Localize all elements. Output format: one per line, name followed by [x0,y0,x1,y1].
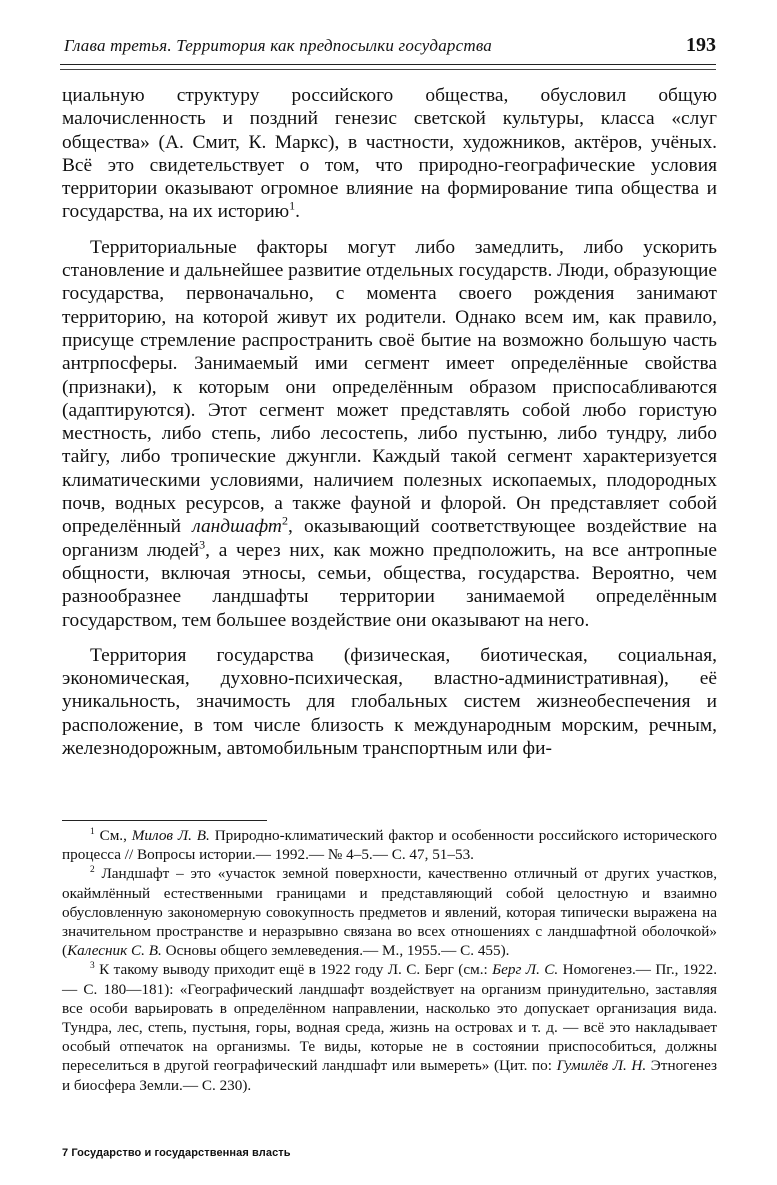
main-text [62,84,717,772]
footnote-3-text-a: К такому выводу приходит ещё в 1922 году Л. С. Берг (см.: [99,961,488,979]
page-number: 193 [686,34,716,56]
paragraph-2-text-c: , а через них, как можно предположить, на все антропные общности, включая этносы, семьи, общества, государства. Вероятно, чем разнообразнее ландшафты территории занимаемой определённым государством, тем большее воздействие они оказывают на него. [62,539,717,631]
printer-signature: 7 Государство и государственная власть [62,1147,291,1159]
header-rule-thin [60,69,716,70]
footnote-2-author: Калесник С. В. [67,942,162,960]
footnote-3-author-2: Гумилёв Л. Н. [556,1057,647,1075]
term-landscape: ландшафт [192,516,282,538]
footnote-3-mark: 3 [90,961,95,972]
footnote-1-text-a: См., [99,827,127,844]
footnotes [62,826,717,1095]
paragraph-2 [62,236,717,632]
paragraph-3: Территория государства (физическая, биотическая, социальная, экономическая, духовно-психическая, властно-административная), её уникальность, значимость для глобальных систем жизнеобеспечения и расположение, в том числе близость к международным морским, речным, железнодорожным, автомобильным транспортным или фи- [62,644,717,760]
footnote-ref-1: 1 [289,199,296,214]
footnote-ref-3: 3 [199,537,206,552]
footnote-3-text-c: Этногенез и биосфера Земли.— С. 230). [62,1057,717,1094]
footnote-ref-2: 2 [281,513,288,528]
running-title: Глава третья. Территория как предпосылки государства [64,36,492,55]
footnote-2-text-b: Основы общего землеведения.— М., 1955.— С. 455). [165,942,510,960]
paragraph-2-text-b: , оказывающий соответствующее воздействие на организм людей [62,516,717,561]
paragraph-1-end: . [295,201,301,223]
footnote-3 [62,960,717,1094]
footnote-3-author: Берг Л. С. [492,961,559,979]
footnote-1-author: Милов Л. В. [131,827,210,844]
paragraph-1 [62,84,717,224]
paragraph-2-text-a: Территориальные факторы могут либо замедлить, либо ускорить становление и дальнейшее развитие отдельных государств. Люди, образующие государства, первоначально, с момента своего рождения занимают территорию, на которой живут их родители. Однако всем им, как правило, присуще стремление распространить своё бытие на возможно большую часть антрпосферы. Занимаемый ими сегмент имеет определённые свойства (признаки), к которым они определённым образом приспосабливаются (адаптируются). Этот сегмент может представлять собой любо гористую местность, либо степь, либо лесостепь, либо пустыню, либо тундру, либо тайгу, либо тропические джунгли. Каждый такой сегмент характеризуется климатическими условиями, наличием полезных ископаемых, плодородных почв, водных ресурсов, а также фауной и флорой. Он представляет собой определённый [62,236,717,538]
footnote-separator [62,820,267,821]
footnote-2-mark: 2 [90,865,95,876]
footnote-1-mark: 1 [90,826,95,837]
footnote-2-text-a: Ландшафт – это «участок земной поверхности, качественно отличный от других участков, окаймлённый естественными границами и представляющий собой целостную и взаимно обусловленную закономерную совокупность предметов и явлений, которая типически выражена на значительном пространстве и неразрывно связана во всех отношениях с ландшафтной оболочкой» ( [62,865,718,960]
footnote-1-text-b: Природно-климатический фактор и особенности российского исторического процесса // Вопросы истории.— 1992.— № 4–5.— С. 47, 51–53. [62,827,718,864]
paragraph-1-text: циальную структуру российского общества, обусловил общую малочисленность и поздний генезис светской культуры, класса «слуг общества» (А. Смит, К. Маркс), в частности, художников, актёров, учёных. Всё это свидетельствует о том, что природно-географические условия территории оказывают огромное влияние на формирование типа общества и государства, на их историю [62,85,717,223]
footnote-2 [62,864,717,960]
header-rule [60,64,716,65]
footnote-3-text-b: Номогенез.— Пг., 1922.— С. 180—181): «Географический ландшафт воздействует на организм принудительно, заставляя все особи варьировать в определённом направлении, насколько это допускает организация вида. Тундра, лес, степь, пустыня, горы, водная среда, жизнь на островах и т. д. — всё это накладывает особый отпечаток на организмы. Те виды, которые не в состоянии приспособиться, должны переселиться в другой географический ландшафт или вымереть» (Цит. по: [62,961,718,1075]
running-header [60,34,716,62]
footnote-1 [62,826,717,864]
